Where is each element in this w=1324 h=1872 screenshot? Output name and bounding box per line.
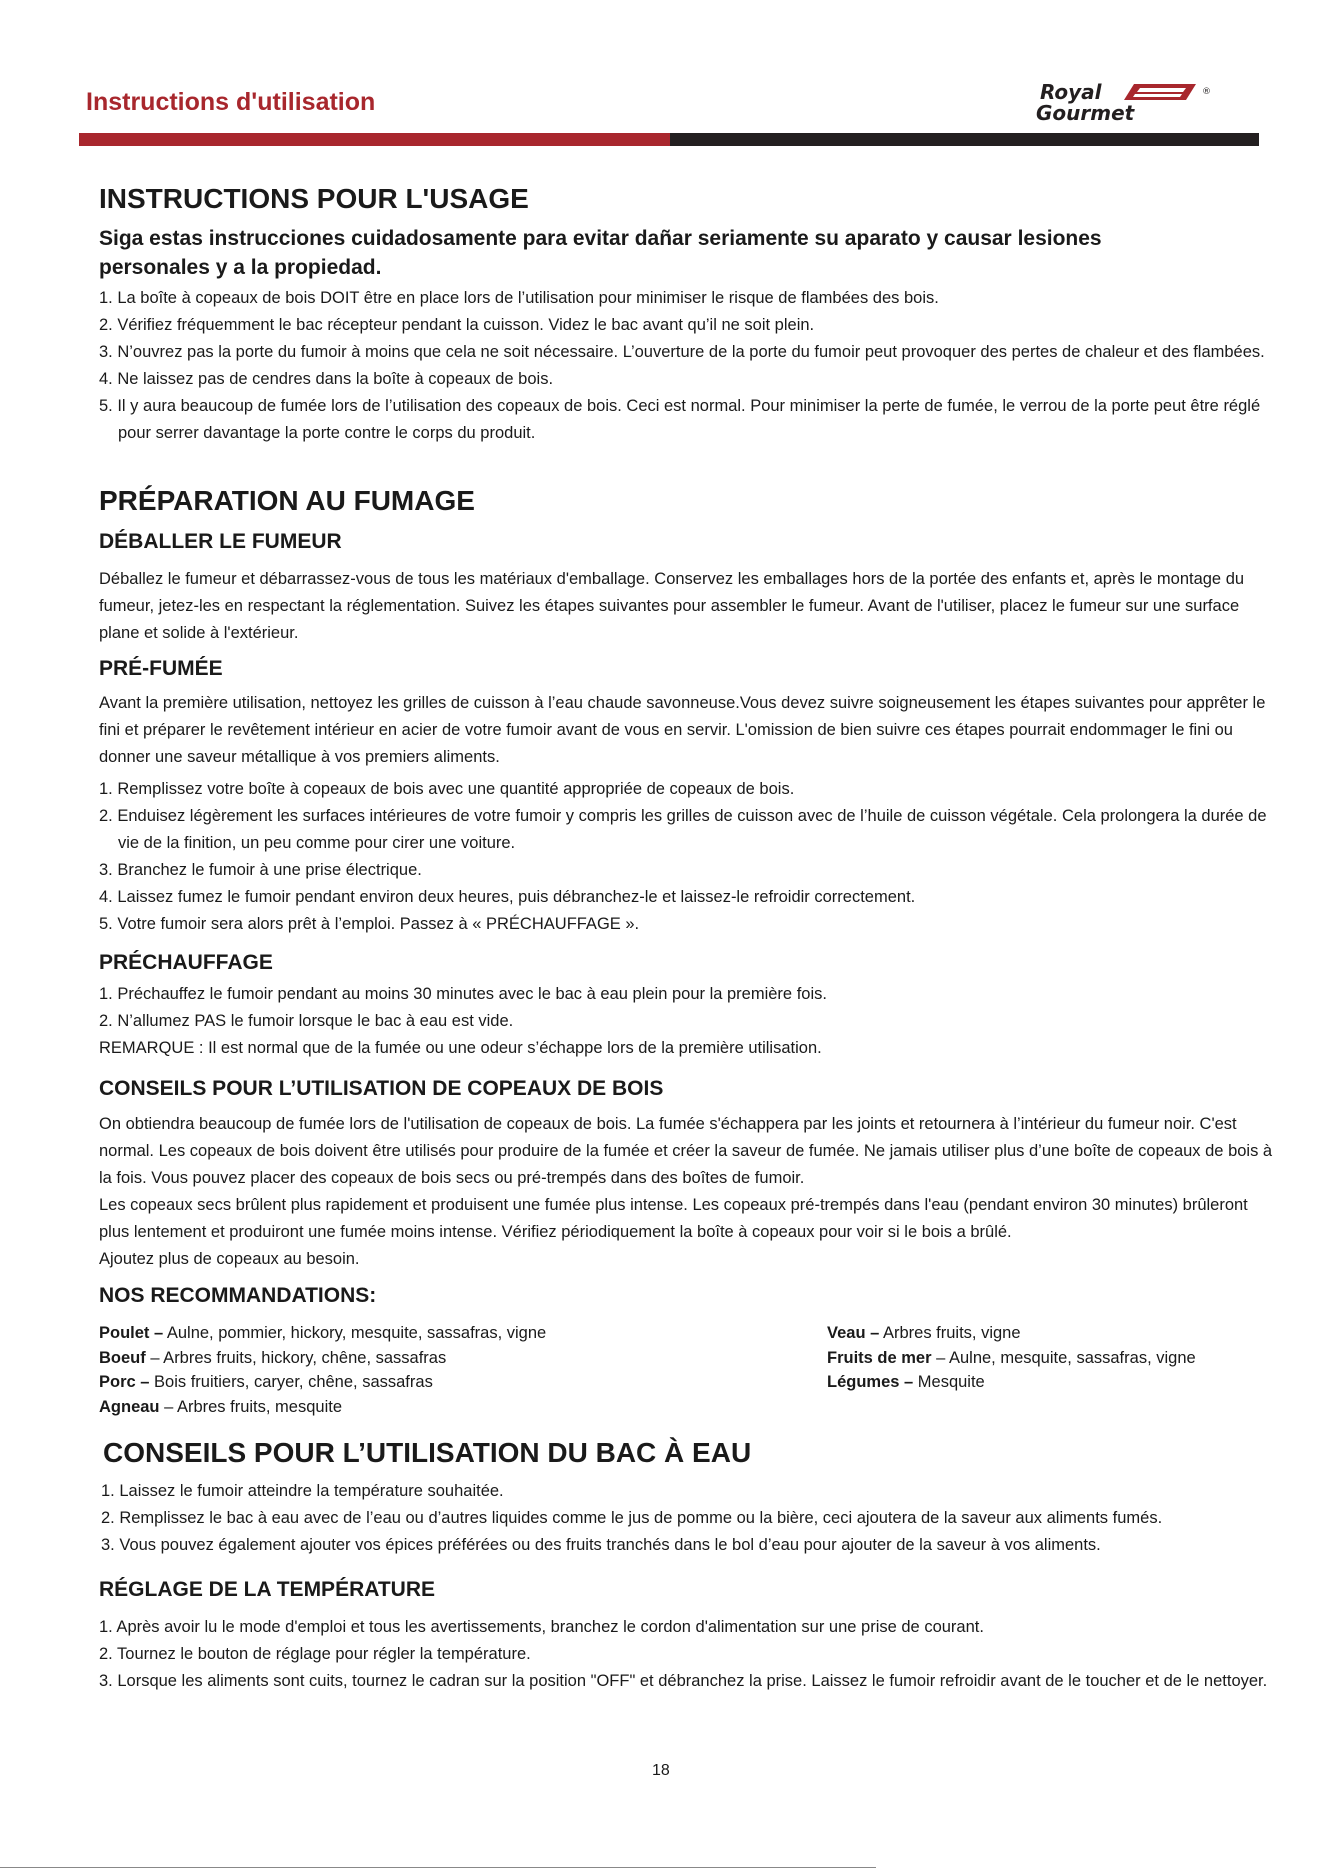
list-item: 2. Tournez le bouton de réglage pour régler la température. [99, 1645, 531, 1663]
recommendations-right [827, 1321, 1196, 1395]
list-item: REMARQUE : Il est normal que de la fumée ou une odeur s’échappe lors de la première utilisation. [99, 1039, 822, 1057]
section-title-usage: INSTRUCTIONS POUR L'USAGE [99, 183, 529, 214]
list-item: 5. Il y aura beaucoup de fumée lors de l’utilisation des copeaux de bois. Ceci est normal. Pour minimiser la perte de fumée, le verrou de la porte peut être réglé pour serrer davantage la porte contre le corps du produit. [99, 397, 1261, 442]
presmoke-text: Avant la première utilisation, nettoyez les grilles de cuisson à l’eau chaude savonneuse.Vous devez suivre soigneusement les étapes suivantes pour apprêter le fini et préparer le revêtement intérieur en acier de votre fumoir avant de vous en servir. L'omission de bien suivre ces étapes pourrait endommager le fini ou donner une saveur métallique à vos premiers aliments. [99, 694, 1266, 766]
usage-subtitle: Siga estas instrucciones cuidadosamente para evitar dañar seriamente su aparato y causar lesiones personales y a la propiedad. [99, 227, 1102, 279]
list-item: 2. Enduisez légèrement les surfaces intérieures de votre fumoir y compris les grilles de cuisson avec de l’huile de cuisson végétale. Cela prolongera la durée de vie de la finition, un peu comme pour cirer une voiture. [99, 807, 1267, 852]
list-item: 2. Vérifiez fréquemment le bac récepteur pendant la cuisson. Videz le bac avant qu’il ne soit plein. [99, 316, 815, 334]
list-item: 3. Vous pouvez également ajouter vos épices préférées ou des fruits tranchés dans le bol d’eau pour ajouter de la saveur à vos aliments. [101, 1536, 1101, 1554]
header-bar-dark [670, 133, 1259, 146]
logo-line1: Royal [1040, 80, 1102, 104]
list-item: 2. Remplissez le bac à eau avec de l’eau ou d’autres liquides comme le jus de pomme ou la bière, ceci ajoutera de la saveur aux aliments fumés. [101, 1509, 1163, 1527]
list-item: 1. Laissez le fumoir atteindre la température souhaitée. [101, 1482, 504, 1500]
list-item: 5. Votre fumoir sera alors prêt à l’emploi. Passez à « PRÉCHAUFFAGE ». [99, 915, 640, 933]
section-title-preheat: PRÉCHAUFFAGE [99, 951, 273, 974]
list-item: 1. La boîte à copeaux de bois DOIT être en place lors de l’utilisation pour minimiser le risque de flambées des bois. [99, 289, 939, 307]
woodchips-para3: Ajoutez plus de copeaux au besoin. [99, 1250, 360, 1268]
header-bar-red [79, 133, 670, 146]
usage-list [99, 285, 1279, 447]
list-item: Veau – Arbres fruits, vigne [827, 1324, 1021, 1342]
list-item: Légumes – Mesquite [827, 1373, 985, 1391]
list-item: 1. Remplissez votre boîte à copeaux de bois avec une quantité appropriée de copeaux de bois. [99, 780, 795, 798]
section-title-recommendations: NOS RECOMMANDATIONS: [99, 1284, 377, 1307]
list-item: 3. Branchez le fumoir à une prise électrique. [99, 861, 422, 879]
recommendations-left [99, 1321, 546, 1419]
temperature-list [99, 1614, 1279, 1695]
section-title-waterpan: CONSEILS POUR L’UTILISATION DU BAC À EAU [103, 1437, 752, 1468]
waterpan-list [101, 1478, 1281, 1559]
footer-line [0, 1867, 876, 1868]
list-item: Porc – Bois fruitiers, caryer, chêne, sassafras [99, 1373, 433, 1391]
logo-line2: Gourmet [1036, 101, 1135, 124]
list-item: Agneau – Arbres fruits, mesquite [99, 1397, 343, 1416]
list-item: Boeuf – Arbres fruits, hickory, chêne, sassafras [99, 1348, 447, 1367]
list-item: 1. Préchauffez le fumoir pendant au moins 30 minutes avec le bac à eau plein pour la première fois. [99, 985, 827, 1003]
list-item: 2. N’allumez PAS le fumoir lorsque le bac à eau est vide. [99, 1012, 514, 1030]
list-item: Poulet – Aulne, pommier, hickory, mesquite, sassafras, vigne [99, 1324, 547, 1342]
royal-gourmet-logo [1036, 80, 1236, 124]
list-item: 1. Après avoir lu le mode d'emploi et tous les avertissements, branchez le cordon d'alimentation sur une prise de courant. [99, 1618, 984, 1636]
list-item: 3. Lorsque les aliments sont cuits, tournez le cadran sur la position "OFF" et débranchez la prise. Laissez le fumoir refroidir avant de le toucher et de le nettoyer. [99, 1672, 1268, 1690]
section-title-unpack: DÉBALLER LE FUMEUR [99, 530, 342, 553]
list-item: 3. N’ouvrez pas la porte du fumoir à moins que cela ne soit nécessaire. L’ouverture de la porte du fumoir peut provoquer des pertes de chaleur et des flambées. [99, 343, 1265, 361]
list-item: Fruits de mer – Aulne, mesquite, sassafras, vigne [827, 1348, 1196, 1367]
section-title-presmoke: PRÉ-FUMÉE [99, 657, 223, 680]
preheat-list [99, 981, 1279, 1062]
section-title-preparation: PRÉPARATION AU FUMAGE [99, 485, 475, 516]
list-item: 4. Ne laissez pas de cendres dans la boîte à copeaux de bois. [99, 370, 554, 388]
header-title: Instructions d'utilisation [86, 88, 376, 116]
woodchips-para1: On obtiendra beaucoup de fumée lors de l'utilisation de copeaux de bois. La fumée s'échappera par les joints et retournera à l’intérieur du fumeur noir. C'est normal. Les copeaux de bois doivent être utilisés pour produire de la fumée et créer la saveur de fumée. Ne jamais utiliser plus d’une boîte de copeaux de bois à la fois. Vous pouvez placer des copeaux de bois secs ou pré-trempés dans des boîtes de fumoir. [99, 1115, 1273, 1187]
section-title-temperature: RÉGLAGE DE LA TEMPÉRATURE [99, 1578, 436, 1601]
page-number: 18 [652, 1762, 670, 1779]
registered-mark: ® [1202, 87, 1211, 97]
woodchips-para2: Les copeaux secs brûlent plus rapidement et produisent une fumée plus intense. Les copeaux pré-trempés dans l'eau (pendant environ 30 minutes) brûleront plus lentement et produiront une fumée moins intense. Vérifiez périodiquement la boîte à copeaux pour voir si le bois a brûlé. [99, 1196, 1248, 1241]
unpack-text: Déballez le fumeur et débarrassez-vous de tous les matériaux d'emballage. Conservez les emballages hors de la portée des enfants et, après le montage du fumeur, jetez-les en respectant la réglementation. Suivez les étapes suivantes pour assembler le fumeur. Avant de l'utiliser, placez le fumeur sur une surface plane et solide à l'extérieur. [99, 570, 1245, 642]
section-title-woodchips: CONSEILS POUR L’UTILISATION DE COPEAUX DE BOIS [99, 1077, 664, 1100]
list-item: 4. Laissez fumez le fumoir pendant environ deux heures, puis débranchez-le et laissez-le refroidir correctement. [99, 888, 916, 906]
presmoke-list [99, 776, 1279, 938]
